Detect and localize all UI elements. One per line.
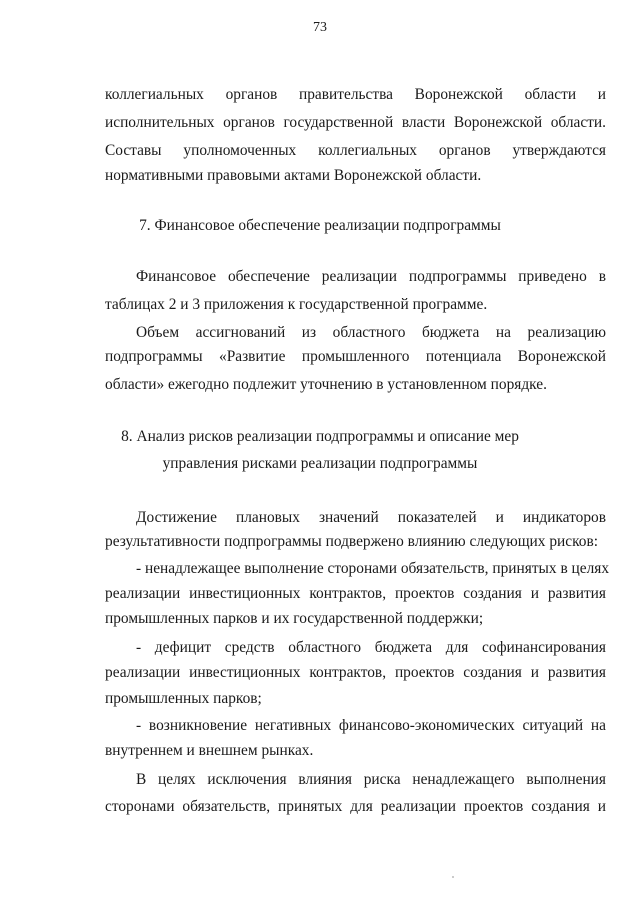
paragraph-line: Достижение плановых значений показателей и индикаторов [136,509,606,526]
risk-item-line: - ненадлежащее выполнение сторонами обязательств, принятых в целях [136,560,610,577]
section-heading: 8. Анализ рисков реализации подпрограммы и описание мер [121,428,519,445]
risk-item-line: реализации инвестиционных контрактов, проектов создания и развития [105,664,606,681]
paragraph-line: подпрограммы «Развитие промышленного потенциала Воронежской [105,348,606,365]
risk-item-line: промышленных парков и их государственной поддержки; [105,610,484,627]
paragraph-line: сторонами обязательств, принятых для реализации проектов создания и [105,798,606,815]
paragraph-line: В целях исключения влияния риска ненадлежащего выполнения [136,771,606,788]
section-heading: управления рисками реализации подпрограммы [162,455,478,472]
risk-item-line: - возникновение негативных финансово-экономических ситуаций на [136,717,606,734]
risk-item-line: внутреннем и внешнем рынках. [105,742,314,759]
paragraph-line: результативности подпрограммы подвержено влиянию следующих рисков: [105,533,599,550]
risk-item-line: - дефицит средств областного бюджета для софинансирования [136,639,606,656]
paragraph-line: таблицах 2 и 3 приложения к государственной программе. [105,296,488,313]
paragraph-line: Финансовое обеспечение реализации подпрограммы приведено в [136,268,606,285]
risk-item-line: промышленных парков; [105,690,262,707]
risk-item-line: реализации инвестиционных контрактов, проектов создания и развития [105,585,606,602]
page-number: 73 [313,20,327,35]
scan-speck [452,876,454,878]
paragraph-line: Объем ассигнований из областного бюджета на реализацию [136,324,606,341]
paragraph-line: исполнительных органов государственной власти Воронежской области. [105,114,606,131]
paragraph-line: коллегиальных органов правительства Воронежской области и [105,86,606,103]
paragraph-line: Составы уполномоченных коллегиальных органов утверждаются [105,142,606,159]
paragraph-line: области» ежегодно подлежит уточнению в установленном порядке. [105,376,547,393]
section-heading: 7. Финансовое обеспечение реализации подпрограммы [139,217,501,234]
paragraph-line: нормативными правовыми актами Воронежской области. [105,167,482,184]
